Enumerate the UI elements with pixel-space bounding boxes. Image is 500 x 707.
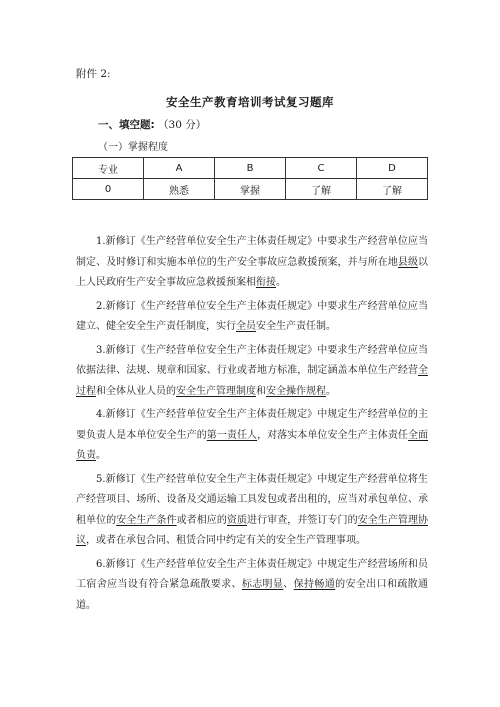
table-cell: 熟悉 (144, 179, 215, 200)
answer-blank: 全过程 (76, 365, 428, 397)
question-text: 安全生产责任制。 (256, 321, 336, 332)
question-text: 。 (326, 385, 336, 397)
answer-blank: 安全生产管理制度 (176, 385, 256, 397)
answer-blank: 保持畅通 (293, 579, 336, 590)
question-5 (76, 470, 428, 552)
question-text: 进行审查，并签订专门的 (247, 514, 358, 526)
question-text: 、 (283, 579, 294, 590)
question-text: 或者相应的 (176, 514, 227, 526)
table-header-row (73, 158, 428, 179)
question-1 (76, 232, 428, 294)
table-row (73, 179, 428, 200)
section-label: 一、填空题: (98, 119, 155, 131)
question-text: 3.新修订《生产经营单位安全生产主体责任规定》中要求生产经营单位应当依据法律、法规、规章和国家、行业或者地方标准，制定涵盖本单位生产经营 (76, 344, 428, 376)
document-title: 安全生产教育培训考试复习题库 (166, 95, 334, 109)
question-text: 和 (256, 385, 266, 397)
question-text: ，或者在承包合同、租赁合同中约定有关的安全生产管理事项。 (86, 535, 366, 546)
table-header-cell: C (286, 158, 357, 179)
table-header-cell: A (144, 158, 215, 179)
answer-blank: 全员 (236, 321, 256, 332)
answer-blank: 资质 (226, 514, 248, 526)
attachment-label: 附件 2: (76, 68, 111, 80)
table-header-cell: 专业 (73, 158, 144, 179)
answer-blank: 安全操作规程 (266, 385, 326, 397)
table-cell: 0 (73, 179, 144, 200)
question-text: 2.新修订《生产经营单位安全生产主体责任规定》中要求生产经营单位应当建立、健全安全生产责任制度，实行 (76, 300, 428, 332)
answer-blank: 第一责任人 (206, 429, 258, 441)
answer-blank: 县级 (397, 256, 419, 268)
question-3 (76, 341, 428, 403)
table-cell: 了解 (357, 179, 428, 200)
question-text: 以上人民政府生产安全事故应急救援预案相 (76, 256, 429, 288)
subsection-heading: （一）掌握程度 (98, 142, 168, 153)
table-header-cell: D (357, 158, 428, 179)
question-2 (76, 297, 428, 338)
table-cell: 了解 (286, 179, 357, 200)
question-4 (76, 405, 428, 467)
question-text: 和全体从业人员的 (96, 385, 176, 397)
answer-blank: 衔接 (256, 277, 276, 288)
answer-blank: 安全生产条件 (116, 514, 177, 526)
answer-blank: 全面负责 (76, 429, 429, 461)
section-score: （30 分） (158, 119, 207, 131)
question-text: 。 (96, 450, 106, 461)
table-cell: 掌握 (215, 179, 286, 200)
question-text: 4.新修订《生产经营单位安全生产主体责任规定》中规定生产经营单位的主要负责人是本单位安全生产的 (76, 409, 428, 441)
question-text: 6.新修订《生产经营单位安全生产主体责任规定》中规定生产经营场所和员工宿舍应当设有符合紧急疏散要求、 (76, 558, 428, 590)
question-6 (76, 555, 428, 617)
question-text: 。 (276, 277, 286, 288)
mastery-level-table (72, 157, 428, 200)
section-heading (98, 117, 206, 132)
question-text: ，对落实本单位安全生产主体责任 (257, 429, 408, 441)
question-list (76, 232, 428, 619)
answer-blank: 安全生产管理协议 (76, 514, 429, 546)
question-text: 5.新修订《生产经营单位安全生产主体责任规定》中规定生产经营单位将生产经营项目、场所、设备及交通运输工具发包或者出租的，应当对承包单位、承租单位的 (76, 473, 428, 526)
question-text: 的安全出口和疏散通道。 (76, 579, 429, 611)
question-text: 1.新修订《生产经营单位安全生产主体责任规定》中要求生产经营单位应当制定、及时修订和实施本单位的生产安全事故应急救援预案，并与所在地 (76, 236, 428, 268)
table-header-cell: B (215, 158, 286, 179)
answer-blank: 标志明显 (241, 579, 284, 590)
